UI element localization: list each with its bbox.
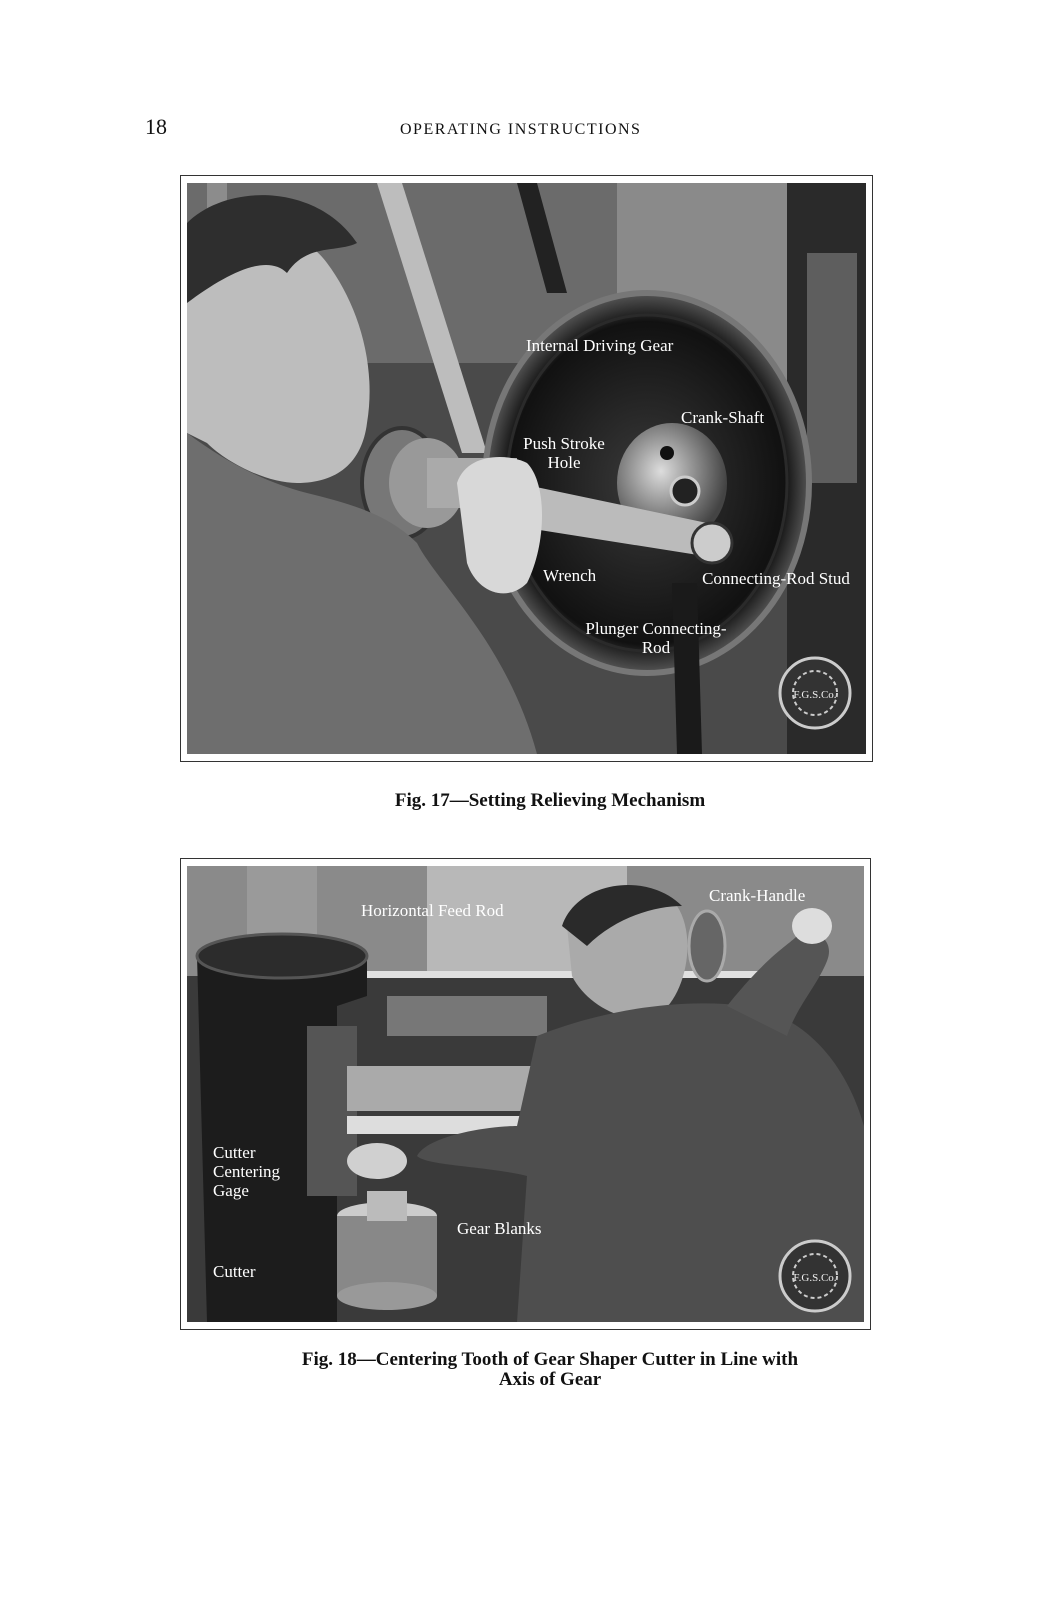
label-push-stroke-hole: Push Stroke Hole xyxy=(523,434,605,472)
figure-18-photo xyxy=(187,866,864,1322)
figure-18-caption-line-2: Axis of Gear xyxy=(498,1369,602,1390)
label-cutter-centering-gage: Cutter Centering Gage xyxy=(213,1143,281,1200)
figure-17-caption: Fig. 17—Setting Relieving Mechanism xyxy=(394,790,706,811)
label-plunger-connecting-rod: Plunger Connecting-Rod xyxy=(585,619,727,657)
label-horizontal-feed-rod: Horizontal Feed Rod xyxy=(361,901,504,920)
page-number: 18 xyxy=(145,114,167,139)
label-cutter: Cutter xyxy=(213,1262,256,1281)
logo-text: F.G.S.Co. xyxy=(793,1272,837,1284)
figure-18-caption xyxy=(200,1350,900,1390)
label-connecting-rod-stud: Connecting-Rod Stud xyxy=(702,569,850,588)
fgs-logo xyxy=(780,1241,850,1311)
label-wrench: Wrench xyxy=(543,566,597,585)
logo-text: F.G.S.Co. xyxy=(793,689,837,701)
figure-18 xyxy=(180,858,871,1330)
label-gear-blanks: Gear Blanks xyxy=(457,1219,542,1238)
fgs-logo xyxy=(780,658,850,728)
label-crank-handle: Crank-Handle xyxy=(709,886,806,905)
running-head: OPERATING INSTRUCTIONS xyxy=(400,121,642,138)
label-crank-shaft: Crank-Shaft xyxy=(681,408,765,427)
figure-17 xyxy=(180,175,873,762)
label-internal-driving-gear: Internal Driving Gear xyxy=(526,336,674,355)
figure-18-caption-line-1: Fig. 18—Centering Tooth of Gear Shaper Cutter in Line with xyxy=(301,1349,799,1370)
